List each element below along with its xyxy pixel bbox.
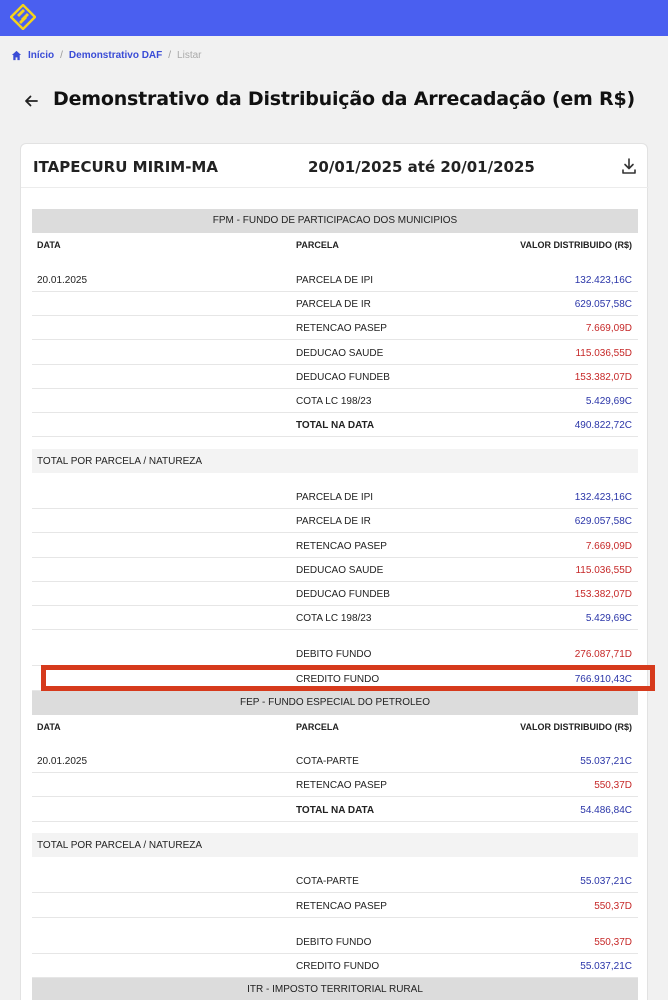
table-row: [32, 292, 638, 316]
row-valor: 550,37D: [594, 901, 632, 912]
back-arrow-icon[interactable]: [22, 92, 40, 110]
row-parcela: DEDUCAO SAUDE: [296, 565, 384, 576]
table-row: [32, 894, 638, 918]
row-valor: 132.423,16C: [574, 275, 632, 286]
total-by-parcela-label: TOTAL POR PARCELA / NATUREZA: [37, 456, 203, 467]
column-header-parcela: PARCELA: [296, 722, 339, 732]
row-date: 20.01.2025: [37, 275, 88, 286]
row-valor: 55.037,21C: [580, 876, 632, 887]
municipality-name: ITAPECURU MIRIM-MA: [33, 158, 218, 176]
total-by-parcela-label: TOTAL POR PARCELA / NATUREZA: [37, 840, 203, 851]
row-valor: 132.423,16C: [574, 492, 632, 503]
row-parcela: RETENCAO PASEP: [296, 901, 387, 912]
page-title: Demonstrativo da Distribuição da Arrecadação (em R$): [53, 88, 635, 110]
row-date: 20.01.2025: [37, 756, 88, 767]
row-valor: 7.669,09D: [585, 541, 632, 552]
table-row: [32, 365, 638, 389]
card-header: [21, 144, 649, 188]
row-valor: 5.429,69C: [585, 396, 632, 407]
row-valor: 276.087,71D: [574, 649, 632, 660]
table-row: [32, 534, 638, 558]
row-parcela: PARCELA DE IR: [296, 516, 371, 527]
row-parcela: RETENCAO PASEP: [296, 780, 387, 791]
fep-total-by-parcela-header: [32, 833, 638, 857]
table-row: [32, 485, 638, 509]
row-parcela: DEDUCAO FUNDEB: [296, 589, 390, 600]
table-row-credito: [32, 954, 638, 978]
period-range: 20/01/2025 até 20/01/2025: [308, 158, 535, 176]
row-valor: 115.036,55D: [575, 565, 632, 576]
column-header-valor: VALOR DISTRIBUIDO (R$): [520, 722, 632, 732]
breadcrumb-separator: /: [168, 49, 172, 61]
row-parcela: RETENCAO PASEP: [296, 541, 387, 552]
row-parcela: CREDITO FUNDO: [296, 674, 380, 685]
breadcrumb-current: Listar: [177, 49, 202, 61]
column-header-parcela: PARCELA: [296, 240, 339, 250]
row-valor: 153.382,07D: [574, 372, 632, 383]
fpm-column-headers: [32, 234, 638, 256]
fpm-total-by-parcela-header: [32, 449, 638, 473]
row-valor: 490.822,72C: [574, 420, 632, 431]
row-parcela: DEDUCAO SAUDE: [296, 348, 384, 359]
table-row: [32, 606, 638, 630]
row-valor: 5.429,69C: [585, 613, 632, 624]
row-valor: 629.057,58C: [574, 299, 632, 310]
table-row: [32, 558, 638, 582]
fep-column-headers: [32, 716, 638, 738]
row-valor: 55.037,21C: [580, 961, 632, 972]
column-header-valor: VALOR DISTRIBUIDO (R$): [520, 240, 632, 250]
fpm-section-title: FPM - FUNDO DE PARTICIPACAO DOS MUNICIPIOS: [32, 209, 638, 233]
table-row: [32, 509, 638, 533]
row-parcela: PARCELA DE IPI: [296, 492, 374, 503]
table-row-total: [32, 798, 638, 822]
row-parcela: TOTAL NA DATA: [296, 805, 375, 816]
itr-section-title: ITR - IMPOSTO TERRITORIAL RURAL: [32, 978, 638, 1000]
row-parcela: PARCELA DE IPI: [296, 275, 374, 286]
row-valor: 55.037,21C: [580, 756, 632, 767]
row-parcela: CREDITO FUNDO: [296, 961, 380, 972]
row-valor: 7.669,09D: [585, 323, 632, 334]
row-parcela: COTA-PARTE: [296, 876, 359, 887]
bank-logo-icon[interactable]: [10, 4, 36, 30]
download-icon[interactable]: [621, 157, 637, 175]
top-bar: [0, 0, 668, 36]
column-header-data: DATA: [37, 722, 61, 732]
row-valor: 115.036,55D: [575, 348, 632, 359]
row-valor: 629.057,58C: [574, 516, 632, 527]
column-header-data: DATA: [37, 240, 61, 250]
row-parcela: COTA LC 198/23: [296, 396, 372, 407]
row-parcela: PARCELA DE IR: [296, 299, 371, 310]
row-valor: 766.910,43C: [574, 674, 632, 685]
row-valor: 54.486,84C: [580, 805, 632, 816]
table-row-debito: [32, 642, 638, 666]
highlight-box: [41, 665, 655, 691]
row-valor: 550,37D: [594, 780, 632, 791]
table-row: [32, 749, 638, 773]
table-row: [32, 773, 638, 797]
home-icon[interactable]: [11, 50, 22, 61]
table-row: [32, 316, 638, 340]
row-valor: 153.382,07D: [574, 589, 632, 600]
breadcrumb: [11, 48, 202, 62]
table-row: [32, 341, 638, 365]
table-row-total: [32, 413, 638, 437]
row-parcela: DEDUCAO FUNDEB: [296, 372, 390, 383]
table-row: [32, 869, 638, 893]
row-parcela: COTA-PARTE: [296, 756, 359, 767]
breadcrumb-home-link[interactable]: Início: [28, 49, 55, 61]
table-row: [32, 268, 638, 292]
row-parcela: DEBITO FUNDO: [296, 937, 372, 948]
row-parcela: TOTAL NA DATA: [296, 420, 375, 431]
row-parcela: COTA LC 198/23: [296, 613, 372, 624]
table-row: [32, 582, 638, 606]
row-valor: 550,37D: [594, 937, 632, 948]
row-parcela: RETENCAO PASEP: [296, 323, 387, 334]
breadcrumb-section-link[interactable]: Demonstrativo DAF: [68, 49, 163, 61]
table-row: [32, 389, 638, 413]
breadcrumb-separator: /: [60, 49, 63, 61]
row-parcela: DEBITO FUNDO: [296, 649, 372, 660]
fep-section-title: FEP - FUNDO ESPECIAL DO PETROLEO: [32, 691, 638, 715]
table-row-debito: [32, 930, 638, 954]
